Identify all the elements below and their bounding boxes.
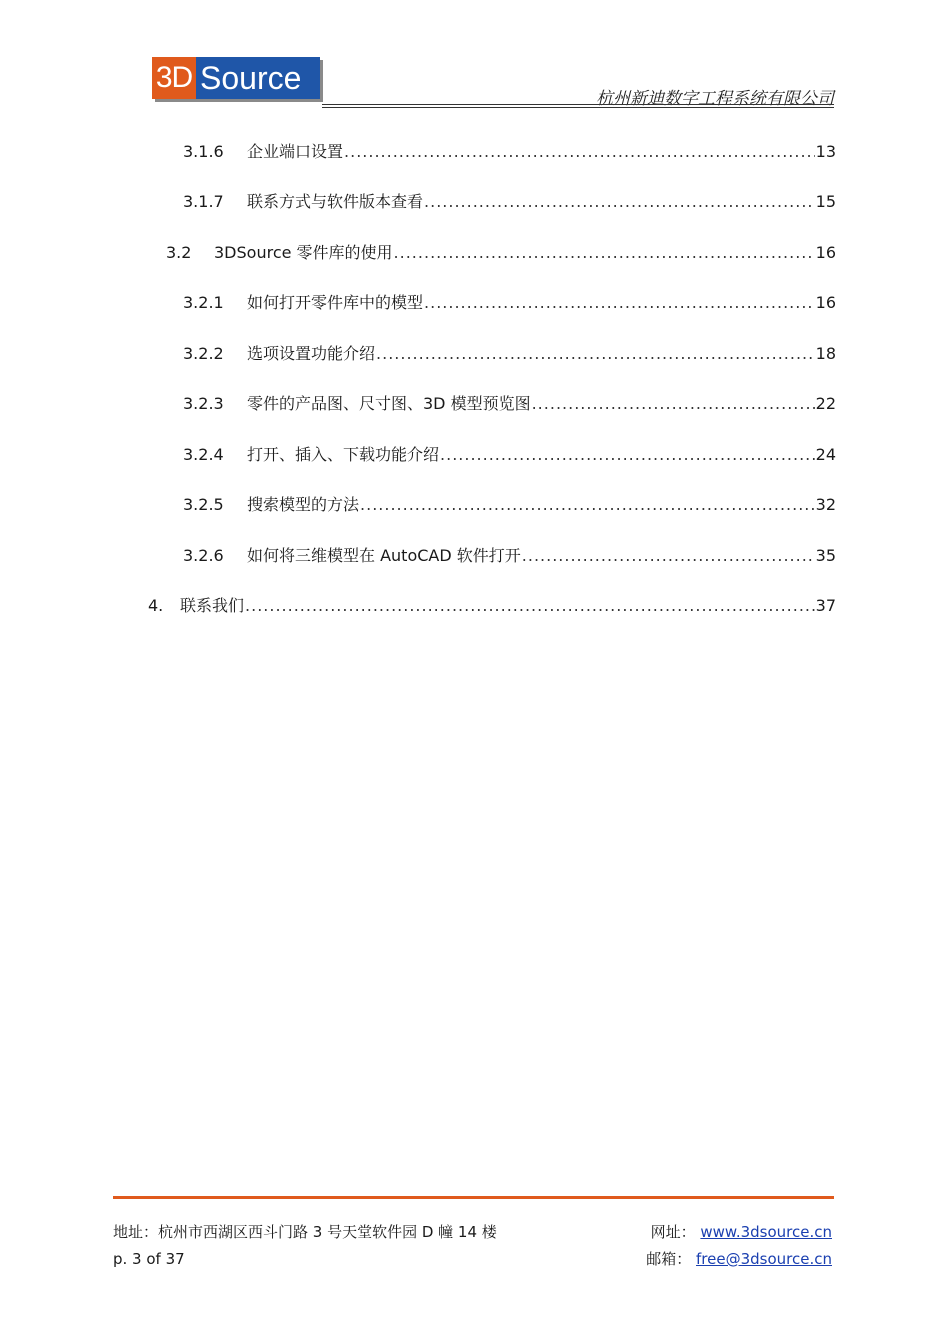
page-number: p. 3 of 37 [113,1250,185,1268]
toc-entry-number: 3.2.1 [183,293,224,312]
toc-entry-title: 选项设置功能介绍 [247,344,376,363]
toc-dot-leader [376,343,815,365]
toc-entry-number: 4. [148,596,164,615]
toc-entry-number: 3.2.3 [183,394,224,413]
toc-entry-page: 22 [815,394,836,413]
toc-entry-title: 搜索模型的方法 [247,495,360,514]
website-link[interactable]: www.3dsource.cn [700,1223,832,1241]
toc-dot-leader [532,393,815,415]
toc-entry-number: 3.2.4 [183,445,224,464]
toc-entry-3-2-4[interactable] [183,444,836,466]
toc-entry-title: 3DSource 零件库的使用 [214,243,393,262]
toc-entry-title: 联系方式与软件版本查看 [247,192,424,211]
header-divider [322,104,834,108]
toc-entry-page: 16 [815,293,836,312]
toc-entry-page: 35 [815,546,836,565]
toc-entry-page: 15 [815,192,836,211]
logo-3d-mark: 3D [152,57,196,99]
toc-entry-title: 如何将三维模型在 AutoCAD 软件打开 [247,546,521,565]
website-label: 网址： [650,1223,696,1241]
toc-dot-leader [360,494,815,516]
toc-dot-leader [424,292,815,314]
footer-website [651,1222,832,1242]
email-label: 邮箱： [646,1250,692,1268]
toc-entry-3-1-6[interactable] [183,141,836,163]
toc-entry-page: 32 [815,495,836,514]
toc-entry-page: 18 [815,344,836,363]
footer-email [646,1249,832,1269]
toc-entry-number: 3.1.6 [183,142,224,161]
toc-entry-3-1-7[interactable] [183,191,836,213]
toc-entry-3-2-3[interactable] [183,393,836,415]
toc-entry-3-2-1[interactable] [183,292,836,314]
footer-address: 地址：杭州市西湖区西斗门路 3 号天堂软件园 D 幢 14 楼 [113,1223,497,1241]
logo-source-text: Source [196,57,320,99]
toc-entry-title: 如何打开零件库中的模型 [247,293,424,312]
company-logo [152,57,320,99]
toc-entry-title: 企业端口设置 [247,142,344,161]
toc-entry-page: 13 [815,142,836,161]
toc-entry-title: 零件的产品图、尺寸图、3D 模型预览图 [247,394,531,413]
toc-entry-number: 3.2.2 [183,344,224,363]
toc-entry-page: 16 [815,243,836,262]
toc-dot-leader [344,141,815,163]
toc-entry-title: 打开、插入、下载功能介绍 [247,445,440,464]
toc-entry-title: 联系我们 [180,596,245,615]
toc-entry-number: 3.2 [166,243,192,262]
toc-entry-number: 3.2.5 [183,495,224,514]
toc-dot-leader [245,595,815,617]
email-link[interactable]: free@3dsource.cn [696,1250,832,1268]
toc-entry-3-2-5[interactable] [183,494,836,516]
toc-entry-number: 3.1.7 [183,192,224,211]
company-name: 杭州新迪数字工程系统有限公司 [596,89,834,109]
toc-dot-leader [522,545,815,567]
toc-entry-3-2-2[interactable] [183,343,836,365]
toc-entry-3-2[interactable] [166,242,836,264]
toc-dot-leader [440,444,815,466]
footer-divider [113,1196,834,1199]
toc-entry-number: 3.2.6 [183,546,224,565]
toc-dot-leader [424,191,815,213]
toc-dot-leader [394,242,815,264]
toc-entry-4[interactable] [148,595,836,617]
toc-entry-page: 37 [815,596,836,615]
toc-entry-3-2-6[interactable] [183,545,836,567]
toc-entry-page: 24 [815,445,836,464]
